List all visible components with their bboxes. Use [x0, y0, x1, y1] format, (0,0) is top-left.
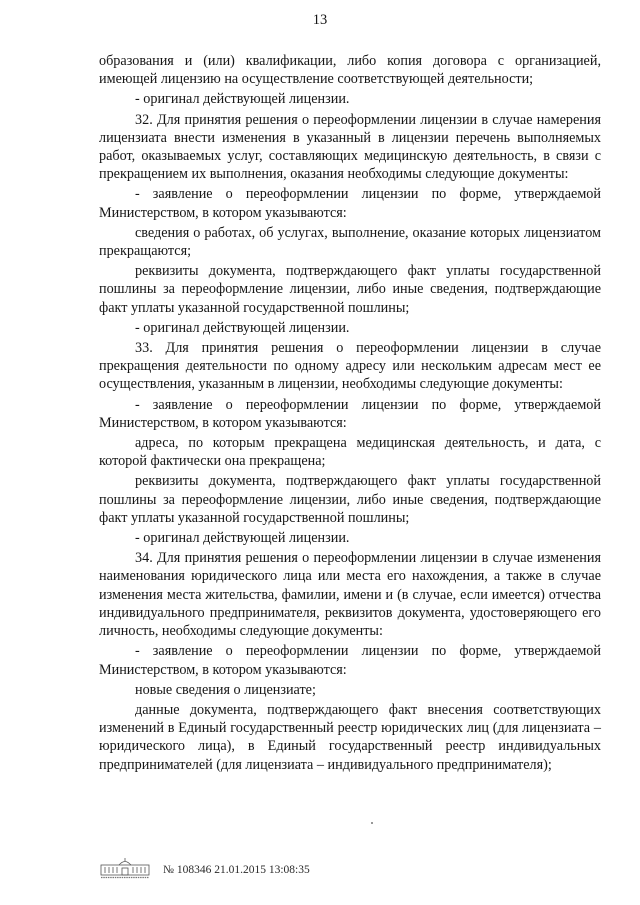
- government-seal-icon: [99, 857, 151, 879]
- paragraph-13: - заявление о переоформлении лицензии по форме, утверждаемой Министерством, в котором указываются:: [99, 643, 601, 678]
- paragraph-5: реквизиты документа, подтверждающего факт уплаты государственной пошлины за переоформление лицензии, либо иные сведения, подтверждающие факт уплаты указанной государственной пошлины;: [99, 263, 601, 316]
- paragraph-6: - оригинал действующей лицензии.: [135, 319, 350, 336]
- document-body: [99, 52, 601, 776]
- scan-speck: [371, 822, 373, 824]
- paragraph-14: новые сведения о лицензиате;: [135, 681, 316, 698]
- paragraph-9: адреса, по которым прекращена медицинская деятельность, и дата, с которой фактически она прекращена;: [99, 435, 601, 470]
- paragraph-12: 34. Для принятия решения о переоформлении лицензии в случае изменения наименования юридического лица или места его нахождения, а также в случае изменения места жительства, фамилии, имени и (в случае, если имеется) отчества индивидуального предпринимателя, реквизитов документа, удостоверяющего его личность, необходимы следующие документы:: [99, 550, 601, 640]
- registration-number: № 108346 21.01.2015 13:08:35: [163, 864, 310, 876]
- paragraph-3: - заявление о переоформлении лицензии по форме, утверждаемой Министерством, в котором указываются:: [99, 186, 601, 221]
- paragraph-7: 33. Для принятия решения о переоформлении лицензии в случае прекращения деятельности по одному адресу или нескольким адресам мест ее осуществления, указанным в лицензии, необходимы следующие документы:: [99, 340, 601, 393]
- paragraph-11: - оригинал действующей лицензии.: [135, 530, 350, 547]
- paragraph-2: 32. Для принятия решения о переоформлении лицензии в случае намерения лицензиата внести изменения в указанный в лицензии перечень выполняемых работ, оказываемых услуг, составляющих медицинскую деятельность, в связи с прекращением их выполнения, оказания необходимы следующие документы:: [99, 111, 601, 183]
- paragraph-10: реквизиты документа, подтверждающего факт уплаты государственной пошлины за переоформление лицензии, либо иные сведения, подтверждающие факт уплаты указанной государственной пошлины;: [99, 473, 601, 526]
- paragraph-4: сведения о работах, об услугах, выполнение, оказание которых лицензиатом прекращаются;: [99, 224, 601, 260]
- paragraph-15: данные документа, подтверждающего факт внесения соответствующих изменений в Единый государственный реестр юридических лиц (для лицензиата – юридического лица), в Единый государственный реестр индивидуальных предпринимателей (для лицензиата – индивидуального предпринимателя);: [99, 701, 601, 773]
- paragraph-8: - заявление о переоформлении лицензии по форме, утверждаемой Министерством, в котором указываются:: [99, 396, 601, 431]
- page-number: 13: [312, 12, 328, 28]
- paragraph-1: - оригинал действующей лицензии.: [135, 91, 350, 108]
- page-footer: [99, 855, 310, 879]
- paragraph-0: образования и (или) квалификации, либо копия договора с организацией, имеющей лицензию на осуществление соответствующей деятельности;: [99, 53, 601, 88]
